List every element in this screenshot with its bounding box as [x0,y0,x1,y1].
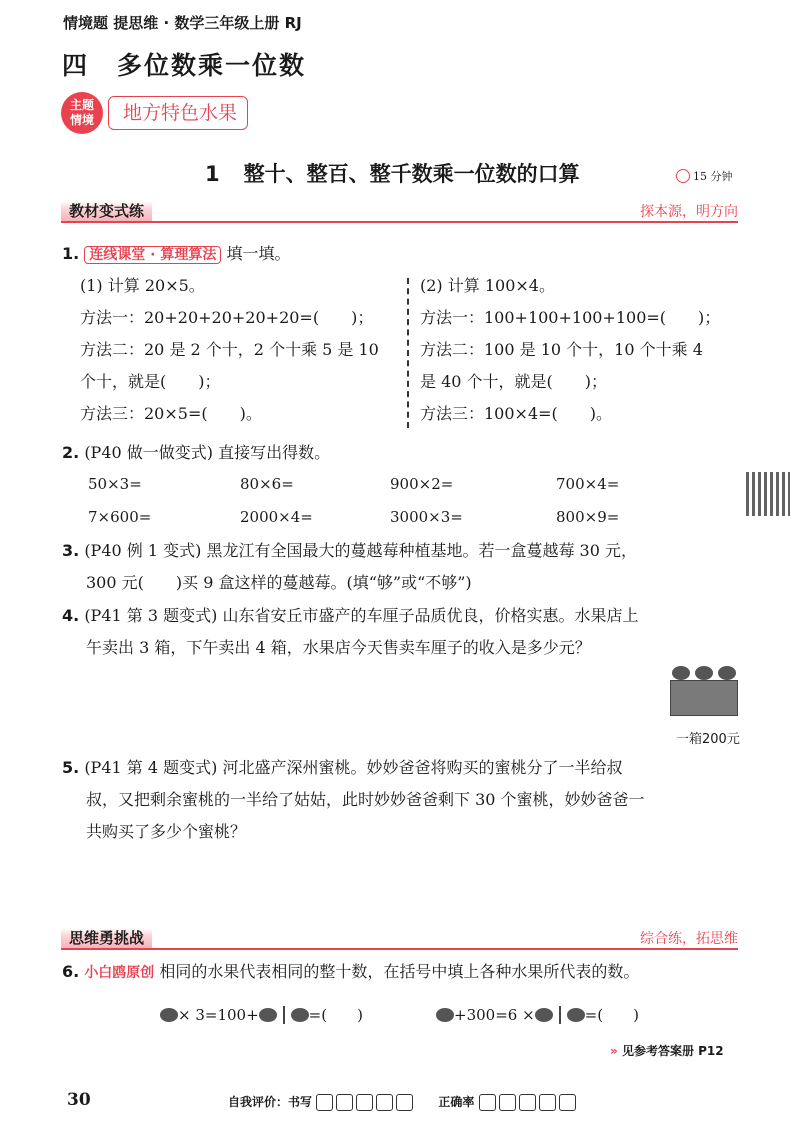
question-tag: 小白鸥原创 [84,965,155,981]
q2-item: 3000×3= [390,508,463,526]
theme-badge: 主题 情境 [61,92,103,134]
thumb-icon[interactable] [519,1094,536,1111]
q2-item: 80×6= [240,475,294,493]
question-6: 6. 小白鸥原创 相同的水果代表相同的整十数，在括号中填上各种水果所代表的数。 [62,962,640,981]
fruit-a-icon [291,1008,309,1022]
divider-bar [559,1006,561,1024]
fruit-b-icon [436,1008,454,1022]
cherry-icon [672,666,690,680]
fruit-b-icon [535,1008,553,1022]
page-number: 30 [67,1090,91,1110]
fruit-a-icon [160,1008,178,1022]
cherry-icon [695,666,713,680]
thumb-icon[interactable] [539,1094,556,1111]
self-evaluation: 自我评价：书写 正确率 [228,1093,579,1111]
band-subtitle: 探本源，明方向 [640,204,738,220]
fruit-a-icon [259,1008,277,1022]
q2-item: 900×2= [390,475,454,493]
section-band-textbook [61,201,738,223]
chapter-heading [62,46,306,82]
q2-item: 800×9= [556,508,620,526]
thumb-icon[interactable] [499,1094,516,1111]
divider-bar [283,1006,285,1024]
question-1-right: (2) 计算 100×4。 方法一：100+100+100+100=( )； 方法二：100 是 10 个十，10 个十乘 4 是 40 个十，就是( )； 方法三：100×4=( )。 [420,276,721,423]
equation-2: +300=6 × =( ) [436,1004,639,1025]
cherry-icon [718,666,736,680]
thumb-icon[interactable] [376,1094,393,1111]
qr-code [746,472,790,516]
band-subtitle: 综合练，拓思维 [640,931,738,947]
cherry-box-illustration [670,666,738,716]
thumb-icon[interactable] [559,1094,576,1111]
q2-item: 7×600= [88,508,152,526]
fruit-b-icon [567,1008,585,1022]
question-1-header: 1. 连线课堂 · 算理算法 填一填。 [62,244,291,263]
timer: 15 分钟 [676,168,733,184]
chapter-title: 多位数乘一位数 [117,51,307,80]
double-chevron-icon: » [610,1044,618,1058]
band-label: 教材变式练 [61,201,152,221]
thumb-icon[interactable] [316,1094,333,1111]
theme-title: 地方特色水果 [108,96,248,130]
question-3: 3. (P40 例 1 变式) 黑龙江有全国最大的蔓越莓种植基地。若一盒蔓越莓 30 元， 300 元( )买 9 盒这样的蔓越莓。(填“够”或“不够”) [62,541,637,592]
thumb-icon[interactable] [356,1094,373,1111]
question-5: 5. (P41 第 4 题变式) 河北盛产深州蜜桃。妙妙爸爸将购买的蜜桃分了一半给叔 叔，又把剩余蜜桃的一半给了姑姑，此时妙妙爸爸剩下 30 个蜜桃，妙妙爸爸一 共购买了多少个蜜桃？ [62,758,645,841]
question-4: 4. (P41 第 3 题变式) 山东省安丘市盛产的车厘子品质优良，价格实惠。水果店上 午卖出 3 箱，下午卖出 4 箱，水果店今天售卖车厘子的收入是多少元？ [62,606,639,657]
answer-reference: » 见参考答案册 P12 [610,1044,724,1058]
question-1-left: (1) 计算 20×5。 方法一：20+20+20+20+20=( )； 方法二：20 是 2 个十，2 个十乘 5 是 10 个十，就是( )； 方法三：20×5=( )。 [80,276,379,423]
band-divider [61,948,738,950]
chapter-number: 四 [62,51,90,80]
thumb-icon[interactable] [396,1094,413,1111]
column-divider [407,278,409,428]
q2-item: 50×3= [88,475,142,493]
thumb-icon[interactable] [336,1094,353,1111]
equation-1: × 3=100+ =( ) [160,1004,363,1025]
question-tag: 连线课堂 · 算理算法 [84,246,221,264]
q2-item: 700×4= [556,475,620,493]
band-divider [61,221,738,223]
band-label: 思维勇挑战 [61,928,152,948]
box-price-caption: 一箱200元 [676,732,740,747]
q2-item: 2000×4= [240,508,313,526]
question-2-header: 2. (P40 做一做变式) 直接写出得数。 [62,443,331,462]
book-title: 情境题 提思维 · 数学三年级上册 RJ [63,14,302,32]
fruit-box [670,680,738,716]
section-title: 1 整十、整百、整千数乘一位数的口算 [205,162,580,186]
clock-icon [676,169,690,183]
thumb-icon[interactable] [479,1094,496,1111]
section-band-challenge [61,928,738,950]
